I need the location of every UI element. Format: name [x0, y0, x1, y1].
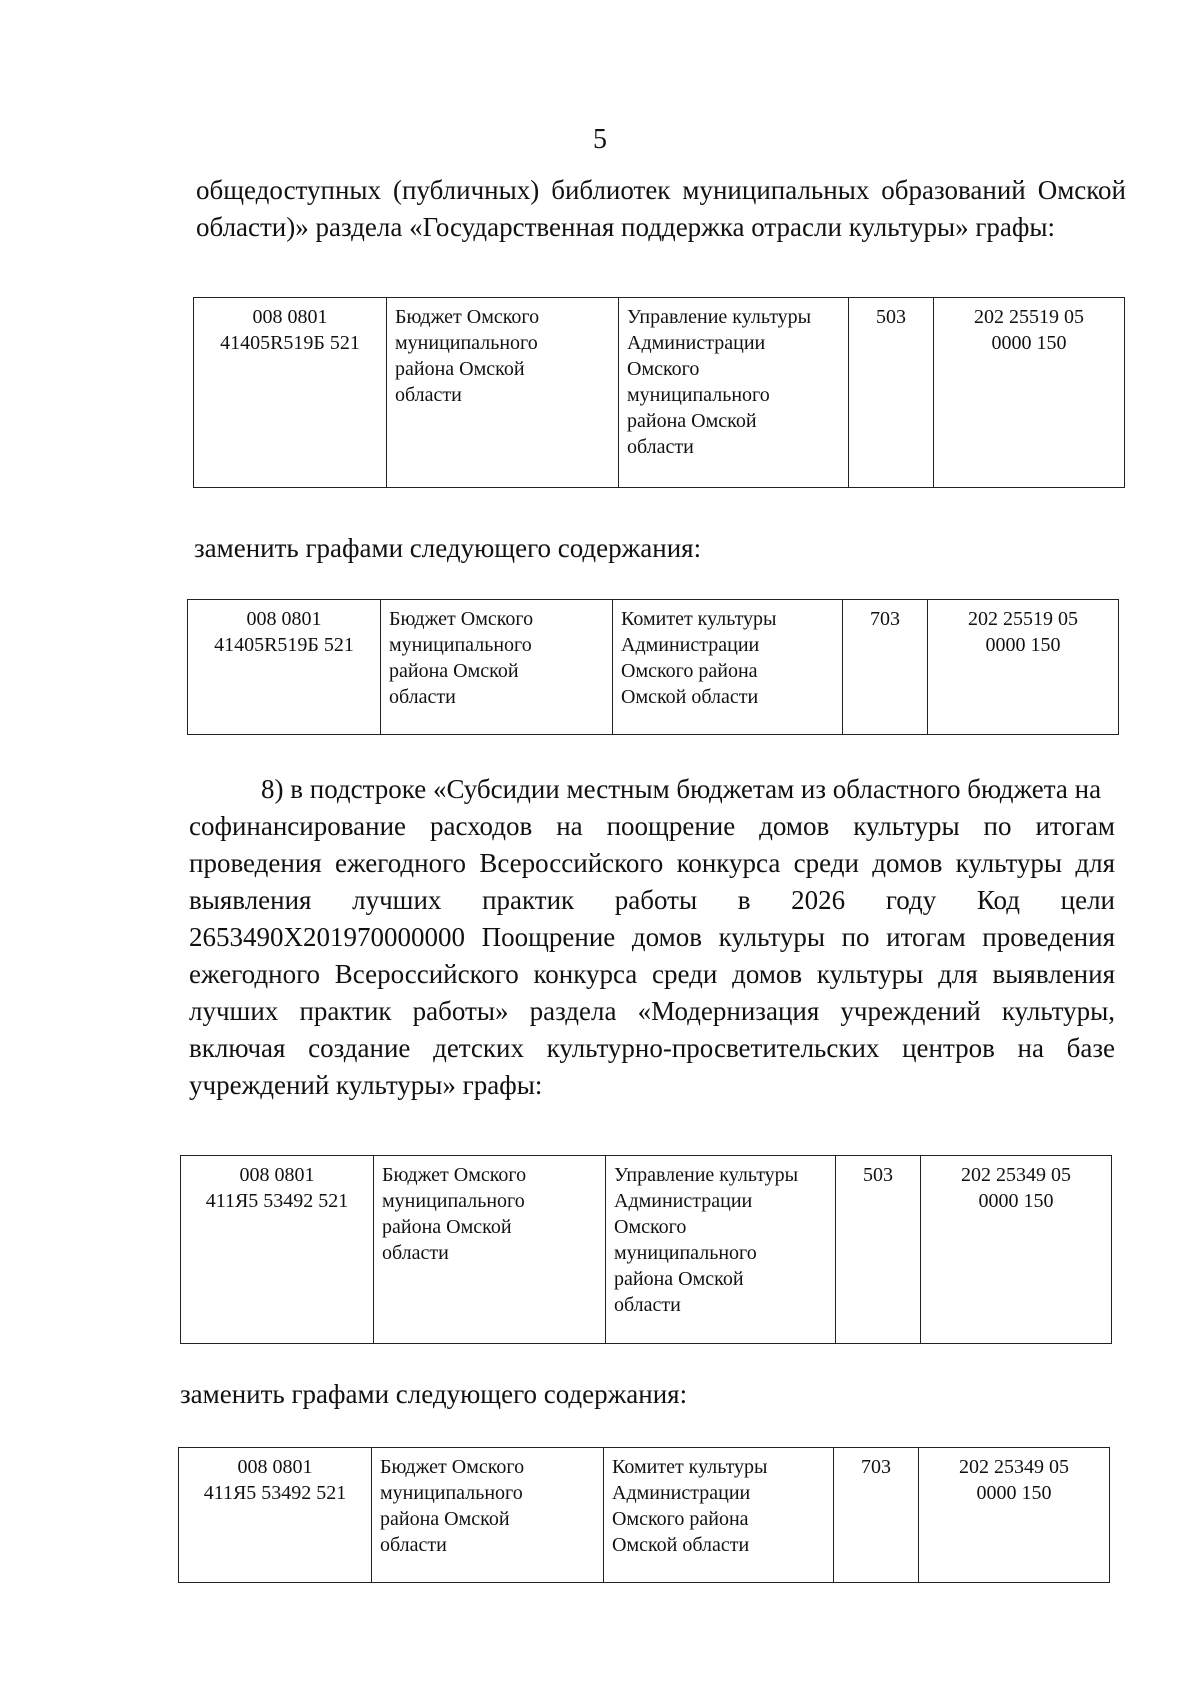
budget-line: района Омской: [389, 660, 519, 682]
budget-line: муниципального: [389, 634, 532, 656]
org-line: района Омской: [627, 410, 757, 432]
kbk-line: 0000 150: [978, 1190, 1054, 1212]
code-line: 008 0801: [252, 306, 328, 328]
paragraph-8-first-line: 8) в подстроке «Субсидии местным бюджетам из областного бюджета на: [261, 774, 1102, 804]
kbk-line: 202 25349 05: [959, 1456, 1069, 1478]
kbk-line: 0000 150: [985, 634, 1061, 656]
table-new-1: [187, 599, 1119, 735]
budget-line: Бюджет Омского: [395, 306, 540, 328]
cell-kbk: [934, 298, 1125, 488]
cell-code: [181, 1156, 374, 1344]
org-line: Омского района: [621, 660, 758, 682]
cell-kbk: [919, 1448, 1110, 1583]
org-line: области: [614, 1294, 681, 1316]
org-line: Администрации: [627, 332, 766, 354]
budget-line: области: [395, 384, 462, 406]
cell-organization: [613, 600, 843, 735]
cell-budget: [381, 600, 613, 735]
cell-budget: [387, 298, 619, 488]
budget-line: области: [389, 686, 456, 708]
budget-line: Бюджет Омского: [382, 1164, 527, 1186]
org-line: Омского района: [612, 1508, 749, 1530]
code-line: 008 0801: [237, 1456, 313, 1478]
table-row: [181, 1156, 1112, 1344]
budget-line: муниципального: [395, 332, 538, 354]
intro-paragraph: общедоступных (публичных) библиотек муниципальных образований Омской области)» раздела «Государственная поддержка отрасли культуры» графы:: [196, 175, 1126, 242]
org-line: Администрации: [612, 1482, 751, 1504]
paragraph-8: [189, 771, 1115, 1104]
table-row: [188, 600, 1119, 735]
cell-organization: [619, 298, 849, 488]
table-old-1: [193, 297, 1125, 488]
org-line: Администрации: [614, 1190, 753, 1212]
kbk-line: 202 25519 05: [974, 306, 1084, 328]
page-number: 5: [593, 124, 607, 155]
kbk-line: 202 25519 05: [968, 608, 1078, 630]
cell-number: 703: [834, 1448, 919, 1583]
code-line: 411Я5 53492 521: [203, 1482, 347, 1504]
org-line: Комитет культуры: [612, 1456, 768, 1478]
cell-code: [179, 1448, 372, 1583]
org-line: муниципального: [614, 1242, 757, 1264]
budget-line: муниципального: [382, 1190, 525, 1212]
cell-budget: [374, 1156, 606, 1344]
org-line: Управление культуры: [614, 1164, 799, 1186]
replace-text: заменить графами следующего содержания:: [180, 1379, 688, 1409]
org-line: Омского: [627, 358, 700, 380]
cell-number: 503: [849, 298, 934, 488]
budget-line: области: [380, 1534, 447, 1556]
cell-code: [194, 298, 387, 488]
org-line: района Омской: [614, 1268, 744, 1290]
budget-line: района Омской: [380, 1508, 510, 1530]
paragraph-8-body: софинансирование расходов на поощрение домов культуры по итогам проведения ежегодного Всероссийского конкурса среди домов культуры для выявления лучших практик работы в 2026 году Код цели 2653490Х201970000000 Поощрение домов культуры по итогам проведения ежегодного Всероссийского конкурса среди домов культуры для выявления лучших практик работы» раздела «Модернизация учреждений культуры, включая создание детских культурно-просветительских центров на базе учреждений культуры» графы:: [189, 811, 1115, 1100]
cell-kbk: [928, 600, 1119, 735]
code-line: 008 0801: [239, 1164, 315, 1186]
cell-organization: [604, 1448, 834, 1583]
budget-line: Бюджет Омского: [380, 1456, 525, 1478]
code-line: 411Я5 53492 521: [205, 1190, 349, 1212]
org-line: Омской области: [612, 1534, 750, 1556]
cell-organization: [606, 1156, 836, 1344]
budget-line: области: [382, 1242, 449, 1264]
budget-line: района Омской: [395, 358, 525, 380]
code-line: 41405R519Б 521: [220, 332, 360, 354]
org-line: Управление культуры: [627, 306, 812, 328]
org-line: области: [627, 436, 694, 458]
org-line: Комитет культуры: [621, 608, 777, 630]
org-line: Администрации: [621, 634, 760, 656]
code-line: 008 0801: [246, 608, 322, 630]
kbk-line: 202 25349 05: [961, 1164, 1071, 1186]
org-line: Омской области: [621, 686, 759, 708]
budget-line: района Омской: [382, 1216, 512, 1238]
kbk-line: 0000 150: [991, 332, 1067, 354]
org-line: муниципального: [627, 384, 770, 406]
org-line: Омского: [614, 1216, 687, 1238]
cell-code: [188, 600, 381, 735]
cell-number: 703: [843, 600, 928, 735]
cell-budget: [372, 1448, 604, 1583]
table-row: [179, 1448, 1110, 1583]
cell-kbk: [921, 1156, 1112, 1344]
budget-line: муниципального: [380, 1482, 523, 1504]
table-new-2: [178, 1447, 1110, 1583]
table-old-2: [180, 1155, 1112, 1344]
cell-number: 503: [836, 1156, 921, 1344]
replace-text: заменить графами следующего содержания:: [194, 533, 702, 563]
kbk-line: 0000 150: [976, 1482, 1052, 1504]
budget-line: Бюджет Омского: [389, 608, 534, 630]
code-line: 41405R519Б 521: [214, 634, 354, 656]
table-row: [194, 298, 1125, 488]
